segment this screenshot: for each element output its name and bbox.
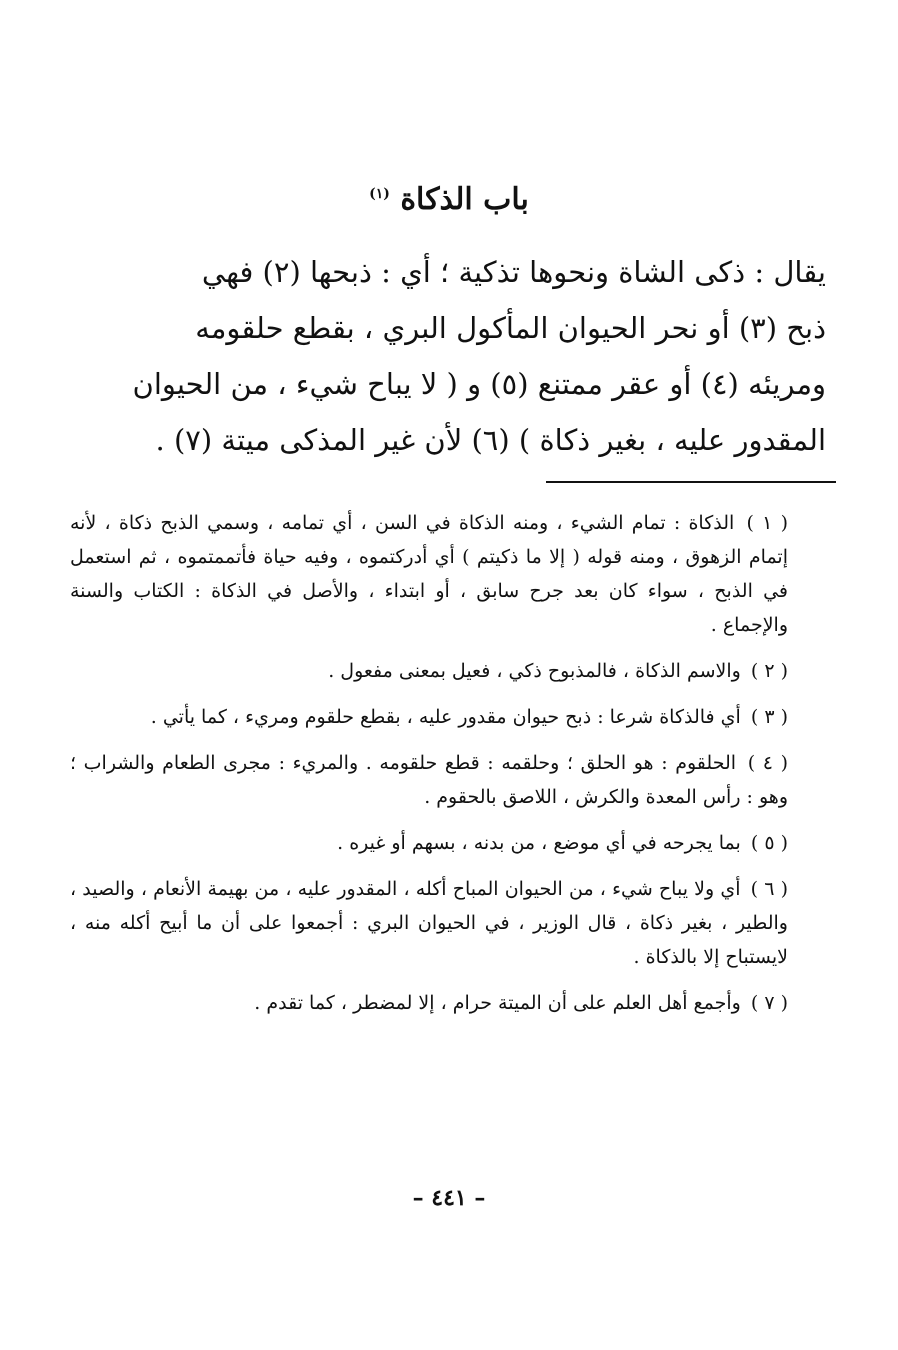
page-number: – ٤٤١ – xyxy=(412,1185,486,1211)
main-text-line: المقدور عليه ، بغير ذكاة ) (٦) لأن غير المذكى ميتة (٧) . xyxy=(155,423,826,457)
footnotes-section xyxy=(70,506,828,1032)
footnote xyxy=(70,506,828,642)
footnote-text: الحلقوم : هو الحلق ؛ وحلقمه : قطع حلقومه . والمريء : مجرى الطعام والشراب ؛ وهو : رأس المعدة والكرش ، اللاصق بالحقوم . xyxy=(70,752,788,808)
heading-footnote-marker: (١) xyxy=(369,186,390,202)
footnote-text: بما يجرحه في أي موضع ، من بدنه ، بسهم أو غيره . xyxy=(337,832,741,854)
main-text xyxy=(74,244,826,468)
footnote-number: ( ١ ) xyxy=(746,512,789,534)
footnote-number: ( ٥ ) xyxy=(750,832,788,854)
footnote-number: ( ٢ ) xyxy=(750,660,788,682)
footnote-divider xyxy=(546,481,836,483)
main-text-line: ذبح (٣) أو نحر الحيوان المأكول البري ، بقطع حلقومه xyxy=(195,311,826,345)
footnote-number: ( ٤ ) xyxy=(747,752,788,774)
footnote xyxy=(70,986,828,1020)
footnote xyxy=(70,700,828,734)
footnote xyxy=(70,826,828,860)
footnote-text: والاسم الذكاة ، فالمذبوح ذكي ، فعيل بمعنى مفعول . xyxy=(328,660,741,682)
footnote-text: وأجمع أهل العلم على أن الميتة حرام ، إلا لمضطر ، كما تقدم . xyxy=(254,992,741,1014)
footnote-text: الذكاة : تمام الشيء ، ومنه الذكاة في السن ، أي تمامه ، وسمي الذبح ذكاة ، لأنه إتمام الزهوق ، ومنه قوله ( إلا ما ذكيتم ) أي أدركتموه ، وفيه حياة فأتممتموه ، ثم استعمل في الذبح ، سواء كان بعد جرح سابق ، أو ابتداء ، والأصل في الذكاة : الكتاب والسنة والإجماع . xyxy=(70,512,788,636)
footnote-text: أي ولا يباح شيء ، من الحيوان المباح أكله ، المقدور عليه ، من بهيمة الأنعام ، والصيد ، والطير ، بغير ذكاة ، قال الوزير ، في الحيوان البري : أجمعوا على أن ما أبيح أكله منه ، لايستباح إلا بالذكاة . xyxy=(70,878,788,968)
footnote xyxy=(70,872,828,974)
footnote-number: ( ٦ ) xyxy=(750,878,789,900)
chapter-heading xyxy=(0,178,898,222)
footnote xyxy=(70,654,828,688)
footnote-number: ( ٧ ) xyxy=(750,992,788,1014)
footnote-text: أي فالذكاة شرعا : ذبح حيوان مقدور عليه ، بقطع حلقوم ومريء ، كما يأتي . xyxy=(150,706,741,728)
chapter-title: باب الذكاة xyxy=(400,182,529,217)
main-text-line: ومريئه (٤) أو عقر ممتنع (٥) و ( لا يباح شيء ، من الحيوان xyxy=(132,367,826,401)
footnote xyxy=(70,746,828,814)
main-text-line: يقال : ذكى الشاة ونحوها تذكية ؛ أي : ذبحها (٢) فهي xyxy=(201,255,826,289)
footnote-number: ( ٣ ) xyxy=(750,706,788,728)
